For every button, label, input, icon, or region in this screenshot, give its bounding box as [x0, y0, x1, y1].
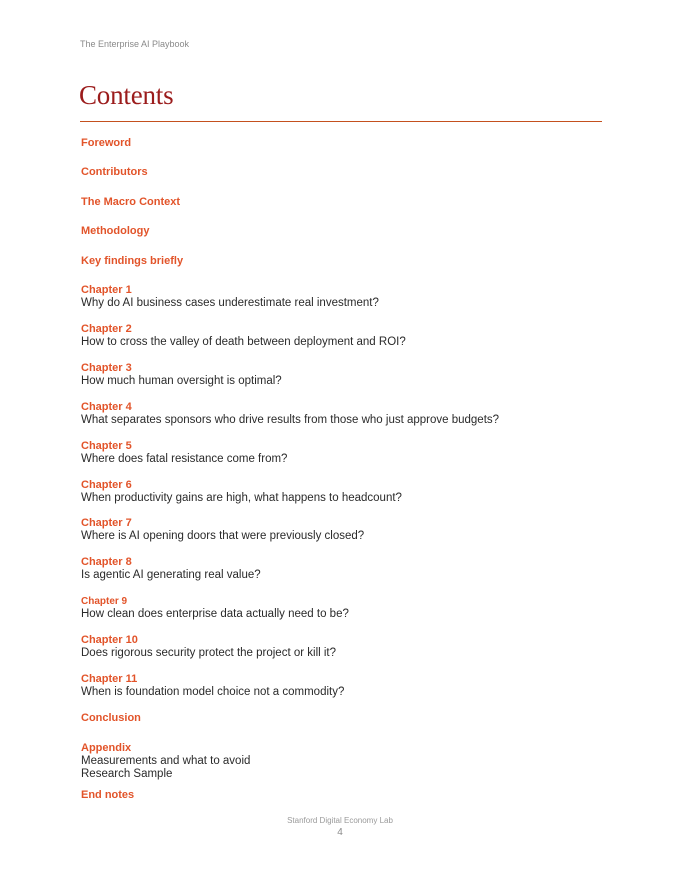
toc-entry-subtitle: How to cross the valley of death between deployment and ROI? [81, 336, 406, 348]
toc-entry-appendix[interactable] [81, 742, 250, 781]
toc-entry-label[interactable]: Chapter 2 [81, 323, 132, 335]
toc-entry-subtitle: Research Sample [81, 768, 173, 780]
toc-entry-chapter-1[interactable] [81, 284, 379, 310]
toc-entry-label[interactable]: Chapter 11 [81, 673, 138, 685]
toc-entry-label[interactable]: The Macro Context [81, 196, 181, 208]
toc-entry-label[interactable]: Chapter 10 [81, 634, 138, 646]
toc-entry-label[interactable]: Chapter 5 [81, 440, 132, 452]
toc-entry-chapter-8[interactable] [81, 556, 261, 582]
toc-entry-chapter-2[interactable] [81, 323, 406, 349]
toc-entry-subtitle: Is agentic AI generating real value? [81, 569, 261, 581]
toc-entry-conclusion[interactable] [81, 712, 141, 725]
toc-entry-chapter-3[interactable] [81, 362, 282, 388]
toc-entry-label[interactable]: Chapter 8 [81, 556, 132, 568]
toc-entry-label[interactable]: Chapter 7 [81, 517, 132, 529]
page-title: Contents [79, 80, 174, 110]
toc-entry-subtitle: Where is AI opening doors that were previously closed? [81, 530, 365, 542]
toc-entry-chapter-10[interactable] [81, 634, 336, 660]
toc-entry-subtitle: When is foundation model choice not a commodity? [81, 686, 345, 698]
toc-entry-label[interactable]: Appendix [81, 742, 132, 754]
toc-entry-subtitle: How clean does enterprise data actually need to be? [81, 608, 349, 620]
toc-entry-label[interactable]: Foreword [81, 137, 132, 149]
page-number: 4 [337, 827, 343, 838]
toc-entry-label[interactable]: Chapter 6 [81, 479, 132, 491]
running-header: The Enterprise AI Playbook [80, 39, 190, 49]
toc-entry-contributors[interactable] [81, 166, 148, 179]
toc-entry-label[interactable]: Chapter 3 [81, 362, 132, 374]
footer-organization: Stanford Digital Economy Lab [287, 816, 393, 825]
toc-entry-label[interactable]: Chapter 1 [81, 284, 132, 296]
toc-entry-macro-context[interactable] [81, 196, 180, 209]
toc-entry-foreword[interactable] [81, 137, 131, 150]
toc-entry-subtitle: Where does fatal resistance come from? [81, 453, 288, 465]
toc-entry-label[interactable]: Contributors [81, 166, 148, 178]
toc-entry-key-findings[interactable] [81, 255, 183, 268]
toc-entry-label[interactable]: Chapter 9 [81, 596, 128, 607]
toc-entry-label[interactable]: End notes [81, 789, 135, 801]
toc-entry-label[interactable]: Chapter 4 [81, 401, 132, 413]
toc-entry-chapter-5[interactable] [81, 440, 287, 466]
toc-entry-end-notes[interactable] [81, 789, 134, 802]
toc-entry-chapter-9[interactable] [81, 595, 349, 621]
toc-entry-label[interactable]: Conclusion [81, 712, 141, 724]
toc-entry-subtitle: What separates sponsors who drive results from those who just approve budgets? [81, 414, 500, 426]
toc-entry-chapter-6[interactable] [81, 479, 402, 505]
toc-entry-subtitle: How much human oversight is optimal? [81, 375, 282, 387]
toc-entry-subtitle: When productivity gains are high, what happens to headcount? [81, 492, 402, 504]
toc-entry-chapter-7[interactable] [81, 517, 364, 543]
toc-entry-chapter-4[interactable] [81, 401, 499, 427]
toc-entry-chapter-11[interactable] [81, 673, 344, 699]
toc-entry-subtitle: Why do AI business cases underestimate real investment? [81, 297, 379, 309]
toc-entry-label[interactable]: Key findings briefly [81, 255, 184, 267]
toc-entry-subtitle: Does rigorous security protect the project or kill it? [81, 647, 337, 659]
toc-entry-methodology[interactable] [81, 225, 149, 238]
toc-entry-subtitle: Measurements and what to avoid [81, 755, 251, 767]
title-divider [80, 121, 602, 122]
toc-entry-label[interactable]: Methodology [81, 225, 150, 237]
